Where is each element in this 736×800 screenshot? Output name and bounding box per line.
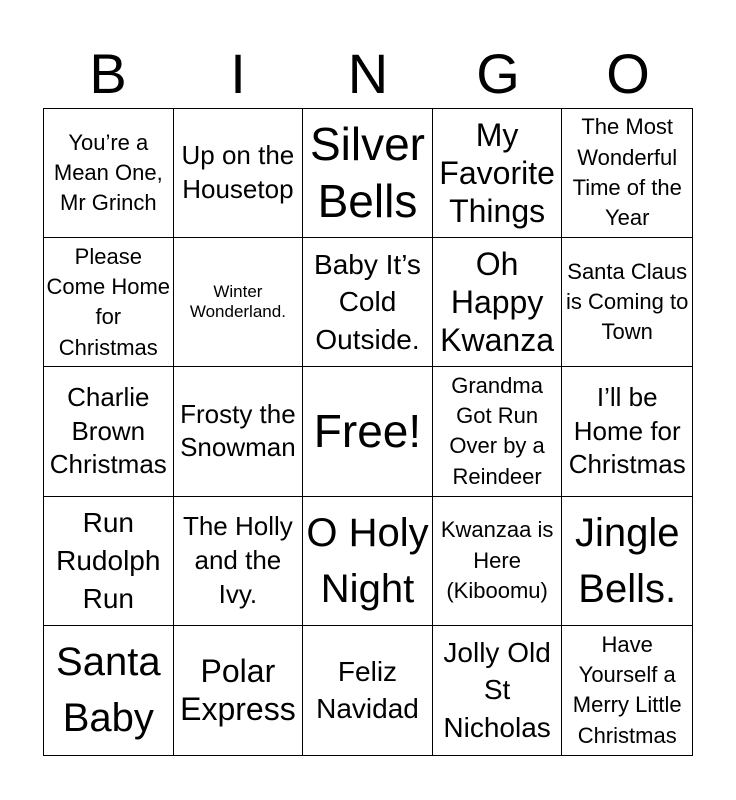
bingo-cell-label: Jolly Old St Nicholas <box>443 636 551 744</box>
bingo-cell-r2-c5[interactable] <box>562 238 692 367</box>
bingo-card-grid <box>43 108 693 756</box>
bingo-cell-label: Free! <box>313 404 422 457</box>
bingo-cell-r4-c3[interactable] <box>303 497 433 626</box>
bingo-cell-label: Santa Baby <box>56 640 161 741</box>
bingo-cell-label: Charlie Brown Christmas <box>49 381 167 480</box>
bingo-cell-label: Silver Bells <box>309 117 425 228</box>
bingo-cell-label: The Holly and the Ivy. <box>182 511 293 609</box>
bingo-cell-label: You’re a Mean One, Mr Grinch <box>53 129 163 216</box>
bingo-cell-r4-c5[interactable] <box>562 497 692 626</box>
bingo-cell-r5-c5[interactable] <box>562 626 692 755</box>
bingo-cell-r1-c5[interactable] <box>562 109 692 238</box>
bingo-cell-label: Up on the Housetop <box>181 140 295 205</box>
bingo-cell-r4-c1[interactable] <box>44 497 174 626</box>
bingo-cell-r1-c4[interactable] <box>433 109 563 238</box>
bingo-cell-r3-c5[interactable] <box>562 367 692 496</box>
bingo-cell-label: Oh Happy Kwanza <box>440 245 555 359</box>
bingo-cell-r3-c2[interactable] <box>174 367 304 496</box>
bingo-cell-label: Baby It’s Cold Outside. <box>314 248 421 356</box>
bingo-cell-label: Frosty the Snowman <box>180 398 296 463</box>
bingo-cell-r4-c4[interactable] <box>433 497 563 626</box>
bingo-cell-label: I’ll be Home for Christmas <box>568 381 686 480</box>
bingo-cell-label: Kwanzaa is Here (Kiboomu) <box>440 517 554 603</box>
header-letter-i: I <box>230 42 246 105</box>
bingo-cell-label: Feliz Navidad <box>316 655 419 725</box>
bingo-cell-r3-c3-free[interactable] <box>303 367 433 496</box>
bingo-cell-label: Jingle Bells. <box>574 510 680 611</box>
bingo-cell-r2-c4[interactable] <box>433 238 563 367</box>
bingo-cell-r5-c4[interactable] <box>433 626 563 755</box>
bingo-cell-r1-c2[interactable] <box>174 109 304 238</box>
bingo-cell-label: Please Come Home for Christmas <box>46 243 171 360</box>
bingo-header <box>43 42 693 106</box>
bingo-cell-r5-c3[interactable] <box>303 626 433 755</box>
bingo-cell-label: My Favorite Things <box>439 116 555 230</box>
bingo-cell-r1-c3[interactable] <box>303 109 433 238</box>
header-letter-b: B <box>89 42 127 105</box>
bingo-cell-r5-c1[interactable] <box>44 626 174 755</box>
bingo-cell-r4-c2[interactable] <box>174 497 304 626</box>
bingo-cell-label: Polar Express <box>180 653 296 728</box>
bingo-cell-label: Have Yourself a Merry Little Christmas <box>572 631 682 748</box>
bingo-cell-r2-c2[interactable] <box>174 238 304 367</box>
bingo-cell-r1-c1[interactable] <box>44 109 174 238</box>
header-letter-g: G <box>476 42 520 105</box>
bingo-cell-label: Santa Claus is Coming to Town <box>566 258 689 345</box>
bingo-cell-r5-c2[interactable] <box>174 626 304 755</box>
bingo-cell-label: O Holy Night <box>306 510 429 611</box>
bingo-cell-r2-c3[interactable] <box>303 238 433 367</box>
header-letter-n: N <box>347 42 389 105</box>
header-letter-o: O <box>606 42 650 105</box>
bingo-cell-r3-c4[interactable] <box>433 367 563 496</box>
bingo-cell-label: The Most Wonderful Time of the Year <box>572 114 682 231</box>
bingo-cell-r3-c1[interactable] <box>44 367 174 496</box>
bingo-cell-label: Grandma Got Run Over by a Reindeer <box>449 372 545 489</box>
bingo-cell-label: Winter Wonderland. <box>189 281 286 322</box>
bingo-cell-r2-c1[interactable] <box>44 238 174 367</box>
bingo-cell-label: Run Rudolph Run <box>56 507 161 614</box>
